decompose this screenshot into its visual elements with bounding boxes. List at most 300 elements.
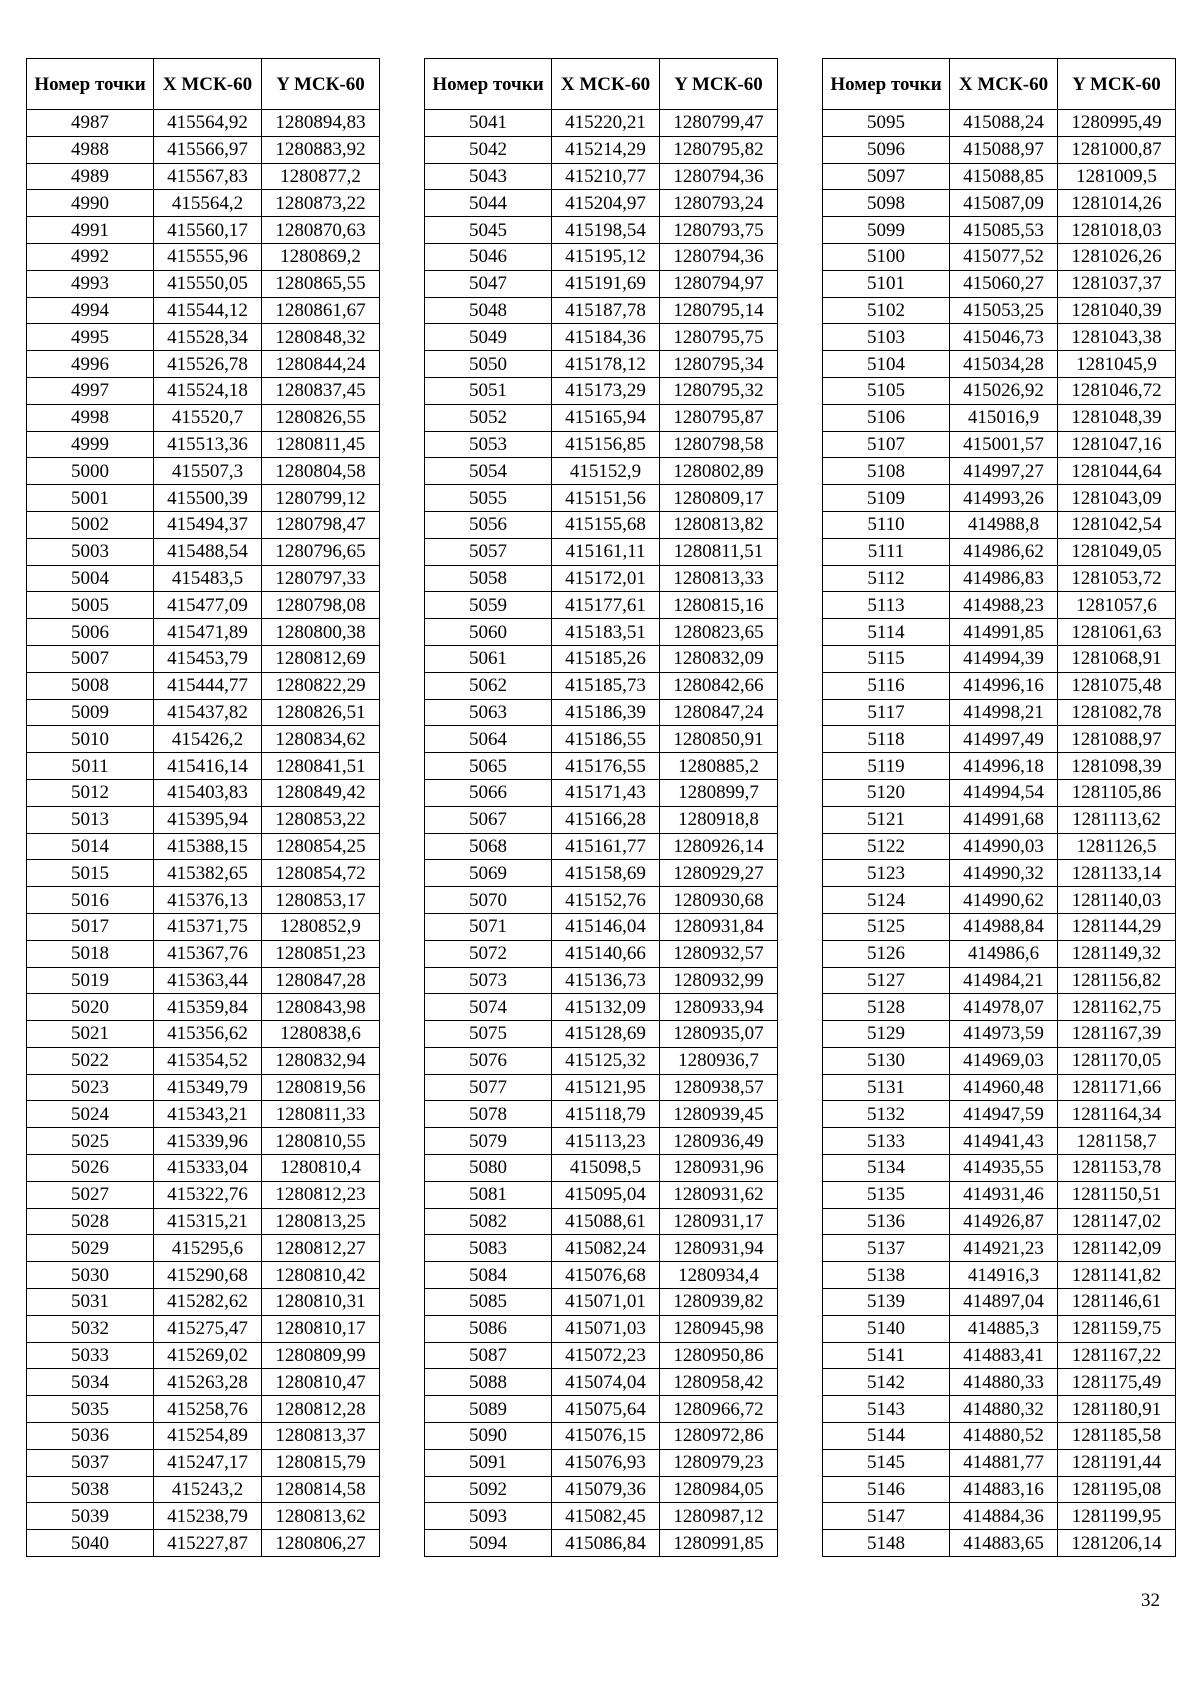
x-coordinate-cell: 415322,76 xyxy=(154,1181,262,1208)
x-coordinate-cell: 415403,83 xyxy=(154,779,262,806)
y-coordinate-cell: 1280844,24 xyxy=(262,351,380,378)
x-coordinate-cell: 414969,03 xyxy=(950,1047,1058,1074)
table-row xyxy=(425,699,778,726)
point-number-cell: 5073 xyxy=(425,967,552,994)
y-coordinate-cell: 1281191,44 xyxy=(1058,1449,1176,1476)
point-number-cell: 5005 xyxy=(27,592,154,619)
x-coordinate-cell: 415016,9 xyxy=(950,404,1058,431)
table-row xyxy=(823,645,1176,672)
table-row xyxy=(823,163,1176,190)
x-coordinate-cell: 415566,97 xyxy=(154,136,262,163)
table-row xyxy=(27,324,380,351)
x-coordinate-cell: 415544,12 xyxy=(154,297,262,324)
table-row xyxy=(425,806,778,833)
y-coordinate-cell: 1281167,39 xyxy=(1058,1021,1176,1048)
table-row xyxy=(27,190,380,217)
x-coordinate-cell: 415075,64 xyxy=(552,1396,660,1423)
x-coordinate-cell: 415269,02 xyxy=(154,1342,262,1369)
table-row xyxy=(823,1047,1176,1074)
x-coordinate-cell: 414993,26 xyxy=(950,485,1058,512)
y-coordinate-cell: 1281105,86 xyxy=(1058,779,1176,806)
point-number-cell: 5121 xyxy=(823,806,950,833)
point-number-cell: 5103 xyxy=(823,324,950,351)
point-number-cell: 5020 xyxy=(27,994,154,1021)
point-number-cell: 5029 xyxy=(27,1235,154,1262)
x-coordinate-cell: 415359,84 xyxy=(154,994,262,1021)
table-row xyxy=(425,1315,778,1342)
point-number-cell: 5044 xyxy=(425,190,552,217)
y-coordinate-cell: 1280939,82 xyxy=(660,1289,778,1316)
x-coordinate-cell: 415082,24 xyxy=(552,1235,660,1262)
x-coordinate-cell: 415152,9 xyxy=(552,458,660,485)
table-row xyxy=(27,270,380,297)
point-number-cell: 5081 xyxy=(425,1181,552,1208)
y-coordinate-cell: 1280918,8 xyxy=(660,806,778,833)
table-row xyxy=(425,1235,778,1262)
point-number-cell: 5115 xyxy=(823,645,950,672)
point-number-cell: 5140 xyxy=(823,1315,950,1342)
y-coordinate-cell: 1280812,27 xyxy=(262,1235,380,1262)
x-coordinate-cell: 415132,09 xyxy=(552,994,660,1021)
table-row xyxy=(823,1315,1176,1342)
x-coordinate-cell: 415376,13 xyxy=(154,887,262,914)
y-coordinate-cell: 1280984,05 xyxy=(660,1476,778,1503)
table-row xyxy=(27,833,380,860)
table-row xyxy=(27,1423,380,1450)
table-row xyxy=(823,377,1176,404)
x-coordinate-cell: 415071,03 xyxy=(552,1315,660,1342)
point-number-cell: 5114 xyxy=(823,619,950,646)
x-coordinate-cell: 414931,46 xyxy=(950,1181,1058,1208)
point-number-cell: 5028 xyxy=(27,1208,154,1235)
point-number-cell: 5033 xyxy=(27,1342,154,1369)
point-number-cell: 5065 xyxy=(425,753,552,780)
x-coordinate-cell: 414990,62 xyxy=(950,887,1058,914)
point-number-cell: 5063 xyxy=(425,699,552,726)
x-coordinate-cell: 414997,27 xyxy=(950,458,1058,485)
y-coordinate-cell: 1280931,17 xyxy=(660,1208,778,1235)
table-row xyxy=(27,110,380,137)
point-number-cell: 4988 xyxy=(27,136,154,163)
table-row xyxy=(27,1369,380,1396)
y-coordinate-cell: 1280799,12 xyxy=(262,485,380,512)
point-number-cell: 5118 xyxy=(823,726,950,753)
table-row xyxy=(823,1423,1176,1450)
y-coordinate-cell: 1280794,36 xyxy=(660,163,778,190)
point-number-cell: 5111 xyxy=(823,538,950,565)
y-coordinate-cell: 1280995,49 xyxy=(1058,110,1176,137)
point-number-cell: 5035 xyxy=(27,1396,154,1423)
point-number-cell: 5093 xyxy=(425,1503,552,1530)
point-number-cell: 5049 xyxy=(425,324,552,351)
x-coordinate-cell: 414994,39 xyxy=(950,645,1058,672)
y-coordinate-cell: 1280814,58 xyxy=(262,1476,380,1503)
y-coordinate-cell: 1281142,09 xyxy=(1058,1235,1176,1262)
table-row xyxy=(823,1155,1176,1182)
point-number-cell: 5023 xyxy=(27,1074,154,1101)
y-coordinate-cell: 1280932,57 xyxy=(660,940,778,967)
point-number-cell: 5070 xyxy=(425,887,552,914)
y-coordinate-cell: 1281158,7 xyxy=(1058,1128,1176,1155)
x-coordinate-cell: 415161,77 xyxy=(552,833,660,860)
y-coordinate-cell: 1281068,91 xyxy=(1058,645,1176,672)
table-row xyxy=(27,806,380,833)
x-coordinate-cell: 415128,69 xyxy=(552,1021,660,1048)
table-row xyxy=(425,1155,778,1182)
point-number-cell: 5064 xyxy=(425,726,552,753)
x-coordinate-cell: 415001,57 xyxy=(950,431,1058,458)
point-number-cell: 5112 xyxy=(823,565,950,592)
table-row xyxy=(27,136,380,163)
point-number-cell: 4989 xyxy=(27,163,154,190)
y-coordinate-cell: 1281047,16 xyxy=(1058,431,1176,458)
y-coordinate-cell: 1280813,82 xyxy=(660,511,778,538)
y-coordinate-cell: 1281018,03 xyxy=(1058,217,1176,244)
table-row xyxy=(27,1235,380,1262)
point-number-cell: 5129 xyxy=(823,1021,950,1048)
table-row xyxy=(425,1396,778,1423)
point-number-cell: 5143 xyxy=(823,1396,950,1423)
x-coordinate-cell: 415210,77 xyxy=(552,163,660,190)
point-number-cell: 5084 xyxy=(425,1262,552,1289)
x-coordinate-cell: 415082,45 xyxy=(552,1503,660,1530)
x-coordinate-cell: 415079,36 xyxy=(552,1476,660,1503)
point-number-cell: 5142 xyxy=(823,1369,950,1396)
point-number-cell: 5101 xyxy=(823,270,950,297)
point-number-cell: 5144 xyxy=(823,1423,950,1450)
table-row xyxy=(425,1369,778,1396)
table-row xyxy=(823,1101,1176,1128)
point-number-cell: 5083 xyxy=(425,1235,552,1262)
y-coordinate-cell: 1280938,57 xyxy=(660,1074,778,1101)
x-coordinate-cell: 415183,51 xyxy=(552,619,660,646)
table-row xyxy=(823,404,1176,431)
x-coordinate-cell: 415227,87 xyxy=(154,1530,262,1557)
y-coordinate-cell: 1280865,55 xyxy=(262,270,380,297)
x-coordinate-cell: 415198,54 xyxy=(552,217,660,244)
y-coordinate-cell: 1280812,23 xyxy=(262,1181,380,1208)
table-row xyxy=(425,1262,778,1289)
point-number-cell: 5025 xyxy=(27,1128,154,1155)
x-coordinate-cell: 414991,68 xyxy=(950,806,1058,833)
point-number-cell: 5095 xyxy=(823,110,950,137)
table-row xyxy=(823,431,1176,458)
table-row xyxy=(27,1396,380,1423)
table-row xyxy=(27,1128,380,1155)
point-number-cell: 5018 xyxy=(27,940,154,967)
table-row xyxy=(27,297,380,324)
table-row xyxy=(425,404,778,431)
x-coordinate-cell: 415152,76 xyxy=(552,887,660,914)
y-coordinate-cell: 1281009,5 xyxy=(1058,163,1176,190)
point-number-cell: 5132 xyxy=(823,1101,950,1128)
point-number-cell: 5057 xyxy=(425,538,552,565)
table-row xyxy=(823,297,1176,324)
x-coordinate-cell: 415295,6 xyxy=(154,1235,262,1262)
table-row xyxy=(823,779,1176,806)
y-coordinate-cell: 1281144,29 xyxy=(1058,913,1176,940)
point-number-cell: 5038 xyxy=(27,1476,154,1503)
table-row xyxy=(823,511,1176,538)
table-row xyxy=(823,110,1176,137)
y-coordinate-cell: 1280823,65 xyxy=(660,619,778,646)
x-coordinate-cell: 415166,28 xyxy=(552,806,660,833)
table-row xyxy=(27,243,380,270)
point-number-cell: 5036 xyxy=(27,1423,154,1450)
point-number-cell: 5096 xyxy=(823,136,950,163)
table-row xyxy=(27,458,380,485)
table-row xyxy=(27,404,380,431)
point-number-cell: 5027 xyxy=(27,1181,154,1208)
point-number-cell: 5048 xyxy=(425,297,552,324)
point-number-cell: 4987 xyxy=(27,110,154,137)
table-row xyxy=(823,1503,1176,1530)
x-coordinate-cell: 415333,04 xyxy=(154,1155,262,1182)
x-coordinate-cell: 414883,41 xyxy=(950,1342,1058,1369)
y-coordinate-cell: 1280798,47 xyxy=(262,511,380,538)
x-coordinate-cell: 415195,12 xyxy=(552,243,660,270)
x-coordinate-cell: 414926,87 xyxy=(950,1208,1058,1235)
x-coordinate-cell: 415161,11 xyxy=(552,538,660,565)
y-coordinate-cell: 1280812,28 xyxy=(262,1396,380,1423)
x-coordinate-cell: 415560,17 xyxy=(154,217,262,244)
point-number-cell: 5058 xyxy=(425,565,552,592)
point-number-cell: 4996 xyxy=(27,351,154,378)
point-number-cell: 5059 xyxy=(425,592,552,619)
x-coordinate-cell: 414973,59 xyxy=(950,1021,1058,1048)
table-row xyxy=(823,726,1176,753)
table-row xyxy=(27,1181,380,1208)
point-number-cell: 5122 xyxy=(823,833,950,860)
x-coordinate-cell: 415177,61 xyxy=(552,592,660,619)
y-coordinate-cell: 1281146,61 xyxy=(1058,1289,1176,1316)
table-row xyxy=(27,1530,380,1557)
x-coordinate-cell: 415185,73 xyxy=(552,672,660,699)
y-coordinate-cell: 1280870,63 xyxy=(262,217,380,244)
x-coordinate-cell: 415263,28 xyxy=(154,1369,262,1396)
x-coordinate-cell: 415173,29 xyxy=(552,377,660,404)
y-coordinate-cell: 1280987,12 xyxy=(660,1503,778,1530)
x-coordinate-cell: 414998,21 xyxy=(950,699,1058,726)
point-number-cell: 5080 xyxy=(425,1155,552,1182)
y-coordinate-cell: 1280966,72 xyxy=(660,1396,778,1423)
point-number-cell: 5016 xyxy=(27,887,154,914)
point-number-cell: 5055 xyxy=(425,485,552,512)
table-row xyxy=(27,645,380,672)
y-coordinate-cell: 1280931,84 xyxy=(660,913,778,940)
point-number-cell: 4995 xyxy=(27,324,154,351)
y-coordinate-cell: 1281037,37 xyxy=(1058,270,1176,297)
header-x: X МСК-60 xyxy=(154,59,262,110)
y-coordinate-cell: 1281164,34 xyxy=(1058,1101,1176,1128)
table-row xyxy=(823,1262,1176,1289)
point-number-cell: 5008 xyxy=(27,672,154,699)
x-coordinate-cell: 414991,85 xyxy=(950,619,1058,646)
point-number-cell: 5006 xyxy=(27,619,154,646)
x-coordinate-cell: 415140,66 xyxy=(552,940,660,967)
point-number-cell: 5124 xyxy=(823,887,950,914)
table-row xyxy=(27,1047,380,1074)
header-point-number: Номер точки xyxy=(425,59,552,110)
table-row xyxy=(425,136,778,163)
table-row xyxy=(823,806,1176,833)
table-row xyxy=(27,913,380,940)
y-coordinate-cell: 1280932,99 xyxy=(660,967,778,994)
x-coordinate-cell: 415071,01 xyxy=(552,1289,660,1316)
table-row xyxy=(425,485,778,512)
y-coordinate-cell: 1280931,96 xyxy=(660,1155,778,1182)
x-coordinate-cell: 415382,65 xyxy=(154,860,262,887)
x-coordinate-cell: 415354,52 xyxy=(154,1047,262,1074)
table-row xyxy=(823,833,1176,860)
point-number-cell: 5017 xyxy=(27,913,154,940)
table-row xyxy=(27,619,380,646)
table-row xyxy=(425,833,778,860)
y-coordinate-cell: 1280809,17 xyxy=(660,485,778,512)
table-row xyxy=(27,1476,380,1503)
y-coordinate-cell: 1281044,64 xyxy=(1058,458,1176,485)
table-row xyxy=(27,485,380,512)
x-coordinate-cell: 415254,89 xyxy=(154,1423,262,1450)
y-coordinate-cell: 1280809,99 xyxy=(262,1342,380,1369)
table-row xyxy=(823,1021,1176,1048)
table-row xyxy=(27,726,380,753)
x-coordinate-cell: 415507,3 xyxy=(154,458,262,485)
x-coordinate-cell: 415483,5 xyxy=(154,565,262,592)
y-coordinate-cell: 1281133,14 xyxy=(1058,860,1176,887)
y-coordinate-cell: 1280929,27 xyxy=(660,860,778,887)
point-number-cell: 5060 xyxy=(425,619,552,646)
y-coordinate-cell: 1281156,82 xyxy=(1058,967,1176,994)
table-row xyxy=(425,1476,778,1503)
x-coordinate-cell: 415343,21 xyxy=(154,1101,262,1128)
point-number-cell: 5086 xyxy=(425,1315,552,1342)
table-row xyxy=(425,1021,778,1048)
point-number-cell: 5127 xyxy=(823,967,950,994)
table-row xyxy=(823,217,1176,244)
point-number-cell: 5094 xyxy=(425,1530,552,1557)
x-coordinate-cell: 415488,54 xyxy=(154,538,262,565)
y-coordinate-cell: 1280810,17 xyxy=(262,1315,380,1342)
point-number-cell: 5137 xyxy=(823,1235,950,1262)
y-coordinate-cell: 1280798,08 xyxy=(262,592,380,619)
x-coordinate-cell: 415165,94 xyxy=(552,404,660,431)
y-coordinate-cell: 1280936,7 xyxy=(660,1047,778,1074)
x-coordinate-cell: 415526,78 xyxy=(154,351,262,378)
y-coordinate-cell: 1281159,75 xyxy=(1058,1315,1176,1342)
x-coordinate-cell: 414885,3 xyxy=(950,1315,1058,1342)
point-number-cell: 5117 xyxy=(823,699,950,726)
x-coordinate-cell: 415282,62 xyxy=(154,1289,262,1316)
table-row xyxy=(425,190,778,217)
y-coordinate-cell: 1280811,33 xyxy=(262,1101,380,1128)
x-coordinate-cell: 415524,18 xyxy=(154,377,262,404)
point-number-cell: 5021 xyxy=(27,1021,154,1048)
y-coordinate-cell: 1280849,42 xyxy=(262,779,380,806)
y-coordinate-cell: 1281088,97 xyxy=(1058,726,1176,753)
header-point-number: Номер точки xyxy=(823,59,950,110)
y-coordinate-cell: 1280799,47 xyxy=(660,110,778,137)
point-number-cell: 5050 xyxy=(425,351,552,378)
table-row xyxy=(27,994,380,1021)
table-row xyxy=(425,619,778,646)
y-coordinate-cell: 1280979,23 xyxy=(660,1449,778,1476)
table-row xyxy=(425,431,778,458)
table-row xyxy=(425,243,778,270)
point-number-cell: 5104 xyxy=(823,351,950,378)
table-row xyxy=(823,458,1176,485)
x-coordinate-cell: 415088,97 xyxy=(950,136,1058,163)
point-number-cell: 5139 xyxy=(823,1289,950,1316)
table-row xyxy=(425,565,778,592)
x-coordinate-cell: 415416,14 xyxy=(154,753,262,780)
x-coordinate-cell: 414984,21 xyxy=(950,967,1058,994)
point-number-cell: 5009 xyxy=(27,699,154,726)
y-coordinate-cell: 1281199,95 xyxy=(1058,1503,1176,1530)
point-number-cell: 5074 xyxy=(425,994,552,1021)
x-coordinate-cell: 414988,84 xyxy=(950,913,1058,940)
table-row xyxy=(425,1047,778,1074)
table-row xyxy=(425,672,778,699)
x-coordinate-cell: 414880,32 xyxy=(950,1396,1058,1423)
table-row xyxy=(425,887,778,914)
point-number-cell: 5109 xyxy=(823,485,950,512)
table-row xyxy=(823,1208,1176,1235)
point-number-cell: 5075 xyxy=(425,1021,552,1048)
y-coordinate-cell: 1280800,38 xyxy=(262,619,380,646)
table-row xyxy=(823,485,1176,512)
table-row xyxy=(27,1101,380,1128)
x-coordinate-cell: 414881,77 xyxy=(950,1449,1058,1476)
table-row xyxy=(823,1074,1176,1101)
table-row xyxy=(425,1289,778,1316)
y-coordinate-cell: 1281000,87 xyxy=(1058,136,1176,163)
x-coordinate-cell: 414988,8 xyxy=(950,511,1058,538)
header-point-number: Номер точки xyxy=(27,59,154,110)
table-row xyxy=(425,351,778,378)
table-row xyxy=(823,1369,1176,1396)
point-number-cell: 5148 xyxy=(823,1530,950,1557)
point-number-cell: 5004 xyxy=(27,565,154,592)
y-coordinate-cell: 1280795,34 xyxy=(660,351,778,378)
table-row xyxy=(425,458,778,485)
table-row xyxy=(425,860,778,887)
y-coordinate-cell: 1280795,82 xyxy=(660,136,778,163)
point-number-cell: 5087 xyxy=(425,1342,552,1369)
header-y: Y МСК-60 xyxy=(660,59,778,110)
x-coordinate-cell: 415349,79 xyxy=(154,1074,262,1101)
x-coordinate-cell: 415158,69 xyxy=(552,860,660,887)
x-coordinate-cell: 415214,29 xyxy=(552,136,660,163)
y-coordinate-cell: 1280798,58 xyxy=(660,431,778,458)
table-row xyxy=(425,163,778,190)
page-number: 32 xyxy=(1141,1590,1160,1611)
x-coordinate-cell: 415275,47 xyxy=(154,1315,262,1342)
y-coordinate-cell: 1280853,22 xyxy=(262,806,380,833)
point-number-cell: 5013 xyxy=(27,806,154,833)
y-coordinate-cell: 1280847,24 xyxy=(660,699,778,726)
table-row xyxy=(27,592,380,619)
x-coordinate-cell: 415238,79 xyxy=(154,1503,262,1530)
table-row xyxy=(823,190,1176,217)
x-coordinate-cell: 414986,62 xyxy=(950,538,1058,565)
x-coordinate-cell: 415453,79 xyxy=(154,645,262,672)
y-coordinate-cell: 1280813,33 xyxy=(660,565,778,592)
y-coordinate-cell: 1280841,51 xyxy=(262,753,380,780)
point-number-cell: 5037 xyxy=(27,1449,154,1476)
x-coordinate-cell: 415086,84 xyxy=(552,1530,660,1557)
y-coordinate-cell: 1280931,94 xyxy=(660,1235,778,1262)
